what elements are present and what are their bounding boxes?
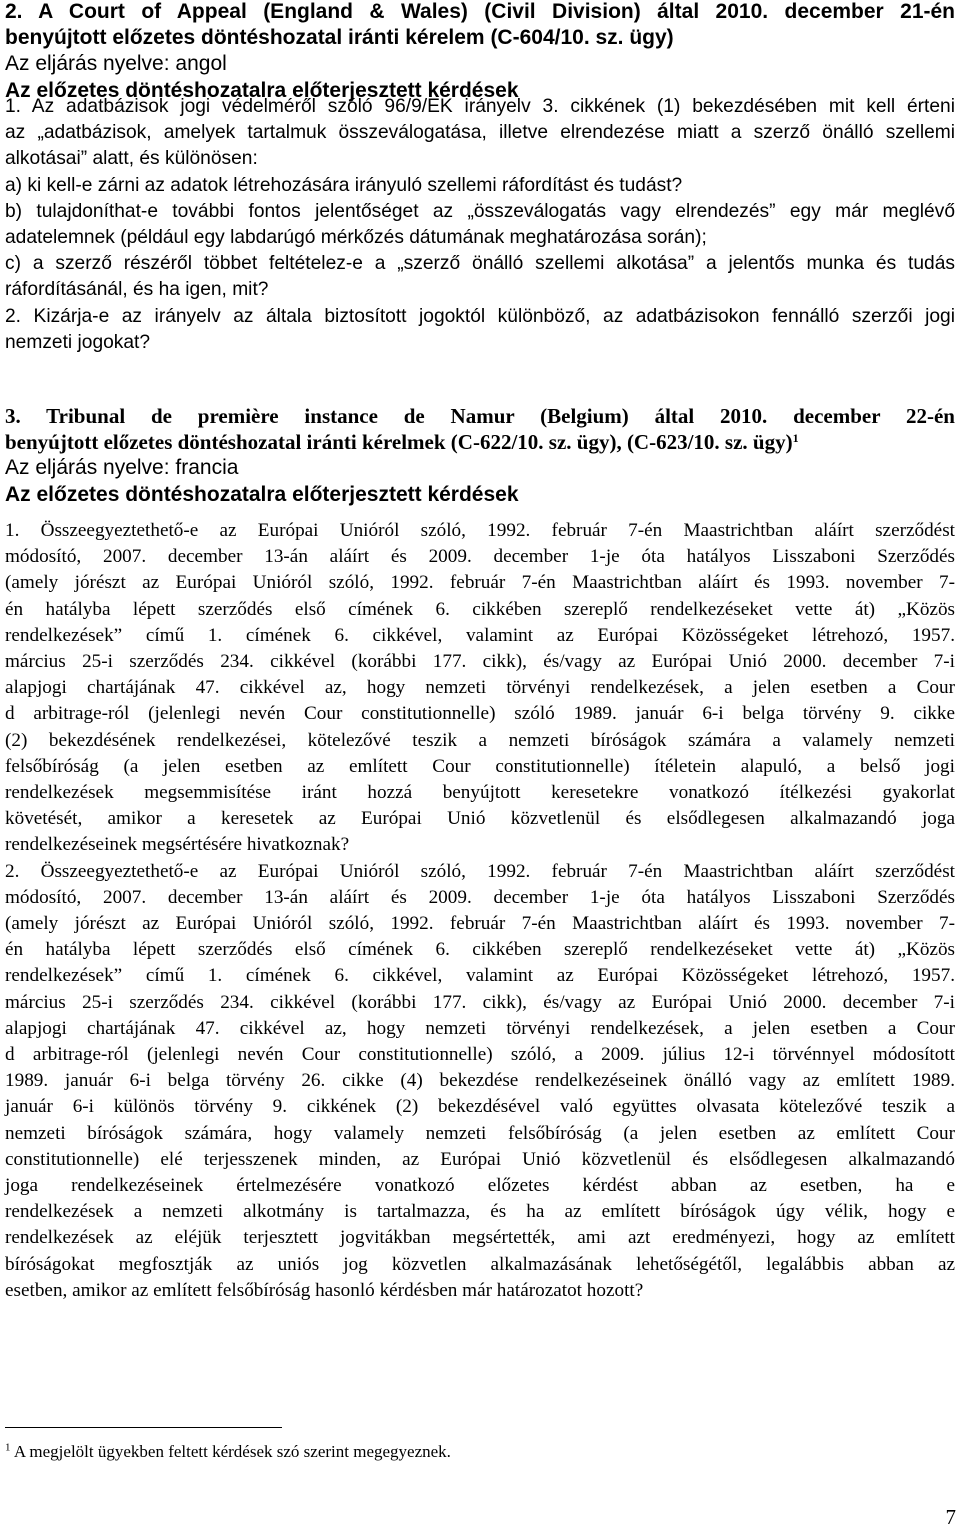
section-3-heading bbox=[5, 403, 955, 508]
body-line: az „adatbázisok, amelyek tartalmuk összeválogatása, illetve elrendezése miatt a szerző önálló szellemi bbox=[5, 122, 955, 144]
body-line: b) tulajdoníthat-e további fontos jelentőséget az „összeválogatás vagy elrendezés” egy már meglévő bbox=[5, 200, 955, 222]
body-line: d arbitrage-ról (jelenlegi nevén Cour constitutionnelle) szóló, a 2009. július 12-i törvénnyel módosított bbox=[5, 1044, 955, 1066]
body-line: alkotásai” alatt, és különösen: bbox=[5, 148, 258, 170]
section-3-heading-text: benyújtott előzetes döntéshozatal iránti kérelmek (C-622/10. sz. ügy), (C-623/10. sz. ügy) bbox=[5, 430, 793, 455]
section-2-heading-line-2: benyújtott előzetes döntéshozatal iránti kérelem (C-604/10. sz. ügy) bbox=[5, 26, 674, 50]
body-line: (2) bekezdésének rendelkezései, kötelezővé teszik a nemzeti bíróságok számára a valamely nemzeti bbox=[5, 729, 955, 751]
body-line: (amely jórészt az Európai Unióról szóló, 1992. február 7-én Maastrichtban aláírt és 1993. november 7- bbox=[5, 572, 955, 594]
body-line: d arbitrage-ról (jelenlegi nevén Cour constitutionnelle) szóló 1989. január 6-i belga törvény 9. cikke bbox=[5, 703, 955, 725]
body-line: 1. Az adatbázisok jogi védelméről szóló 96/9/EK irányelv 3. cikkének (1) bekezdésében mit kell érteni bbox=[5, 96, 955, 117]
footnote-text: A megjelölt ügyekben feltett kérdések szó szerint megegyeznek. bbox=[13, 1442, 451, 1461]
body-line: (amely jórészt az Európai Unióról szóló, 1992. február 7-én Maastrichtban aláírt és 1993. november 7- bbox=[5, 913, 955, 935]
body-line: joga rendelkezéseinek értelmezésére vonatkozó előzetes kérdést abban az esetben, ha e bbox=[5, 1175, 955, 1197]
body-line: rendelkezések a nemzeti alkotmány is tartalmazza, és ha az említett bíróságok úgy vélik, hogy e bbox=[5, 1201, 955, 1223]
body-line: 2. Összeegyeztethető-e az Európai Unióról szóló, 1992. február 7-én Maastrichtban aláírt szerződést bbox=[5, 860, 955, 882]
body-line: módosító, 2007. december 13-án aláírt és 2009. december 1-je óta hatályos Lisszaboni Szerződés bbox=[5, 546, 955, 568]
footnote bbox=[5, 1441, 451, 1463]
body-line: én hatályba lépett szerződés első címének 6. cikkében szereplő rendelkezéseket vette át) „Közös bbox=[5, 939, 955, 961]
body-line: rendelkezések megsemmisítése iránt hozzá benyújtott keresetekre vonatkozó ítélkezési gyakorlat bbox=[5, 782, 955, 804]
body-line: esetben, amikor az említett felsőbíróság hasonló kérdésben már határozatot hozott? bbox=[5, 1279, 644, 1301]
body-line: rendelkezések az eléjük terjesztett jogvitákban megsértették, ami azt eredményezi, hogy az említett bbox=[5, 1227, 955, 1249]
body-line: 2. Kizárja-e az irányelv az általa biztosított jogoktól különböző, az adatbázisokon fennálló szerzői jogi bbox=[5, 305, 955, 327]
body-line: adatelemnek (például egy labdarúgó mérkőzés dátumának meghatározása során); bbox=[5, 227, 707, 249]
footnote-reference: 1 bbox=[792, 431, 799, 446]
body-line: constitutionnelle) elé terjesszenek minden, az Európai Unió közvetlenül és elsődlegesen alkalmazandó bbox=[5, 1148, 955, 1170]
section-2-heading-line-1: 2. A Court of Appeal (England & Wales) (Civil Division) által 2010. december 21-én bbox=[5, 0, 955, 23]
body-line: a) ki kell-e zárni az adatok létrehozására irányuló szellemi ráfordítást és tudást? bbox=[5, 174, 683, 196]
body-line: módosító, 2007. december 13-án aláírt és 2009. december 1-je óta hatályos Lisszaboni Szerződés bbox=[5, 886, 955, 908]
body-line: követését, amikor a keresetek az Európai Unió közvetlenül és elsődlegesen alkalmazandó joga bbox=[5, 808, 955, 830]
section-3-questions-heading: Az előzetes döntéshozatalra előterjesztett kérdések bbox=[5, 482, 519, 506]
body-line: január 6-i különös törvény 9. cikkének (2) bekezdésével való együttes olvasata kötelezővé teszik a bbox=[5, 1096, 955, 1118]
section-2-heading bbox=[5, 0, 955, 104]
body-line: rendelkezéseinek megsértésére hivatkoznak? bbox=[5, 834, 350, 856]
body-line: alapjogi chartájának 47. cikkével az, hogy nemzeti törvényi rendelkezések, a jelen esetben a Cour bbox=[5, 1017, 955, 1039]
section-3-heading-line-2 bbox=[5, 429, 955, 455]
section-3-language-line: Az eljárás nyelve: francia bbox=[5, 456, 239, 480]
body-line: bíróságokat megfosztják az uniós jog közvetlen alkalmazásának lehetőségétől, legalábbis abban az bbox=[5, 1253, 955, 1275]
section-3-body bbox=[5, 518, 955, 1304]
body-line: március 25-i szerződés 234. cikkével (korábbi 177. cikk), és/vagy az Európai Unió 2000. december 7-i bbox=[5, 651, 955, 673]
body-line: c) a szerző részéről többet feltételez-e a „szerző önálló szellemi alkotása” a jelentős munka és tudás bbox=[5, 253, 955, 275]
section-2-body bbox=[5, 94, 955, 356]
body-line: 1989. január 6-i belga törvény 26. cikke (4) bekezdése rendelkezéseinek önálló vagy az említett 1989. bbox=[5, 1070, 955, 1092]
body-line: alapjogi chartájának 47. cikkével az, hogy nemzeti törvényi rendelkezések, a jelen esetben a Cour bbox=[5, 677, 955, 699]
footnote-number: 1 bbox=[5, 1441, 11, 1454]
body-line: felsőbíróság (a jelen esetben az említett Cour constitutionnelle) ítéletein alapuló, a belső jogi bbox=[5, 755, 955, 777]
body-line: nemzeti jogokat? bbox=[5, 331, 151, 353]
body-line: rendelkezések” című 1. címének 6. cikkével, valamint az Európai Közösségeket létrehozó, 1957. bbox=[5, 624, 955, 646]
page-number: 7 bbox=[945, 1505, 956, 1529]
body-line: rendelkezések” című 1. címének 6. cikkével, valamint az Európai Közösségeket létrehozó, 1957. bbox=[5, 965, 955, 987]
body-line: március 25-i szerződés 234. cikkével (korábbi 177. cikk), és/vagy az Európai Unió 2000. december 7-i bbox=[5, 991, 955, 1013]
body-line: nemzeti bíróságok számára, hogy valamely nemzeti felsőbíróság (a jelen esetben az említett Cour bbox=[5, 1122, 955, 1144]
footnote-divider bbox=[5, 1427, 282, 1428]
section-2-questions-heading: Az előzetes döntéshozatalra előterjesztett kérdések bbox=[5, 78, 519, 102]
body-line: 1. Összeegyeztethető-e az Európai Unióról szóló, 1992. február 7-én Maastrichtban aláírt szerződést bbox=[5, 520, 955, 541]
body-line: ráfordításánál, és ha igen, mit? bbox=[5, 279, 269, 301]
body-line: én hatályba lépett szerződés első címének 6. cikkében szereplő rendelkezéseket vette át) „Közös bbox=[5, 598, 955, 620]
section-2-language-line: Az eljárás nyelve: angol bbox=[5, 52, 227, 76]
section-3-heading-line-1: 3. Tribunal de première instance de Namur (Belgium) által 2010. december 22-én bbox=[5, 404, 955, 428]
